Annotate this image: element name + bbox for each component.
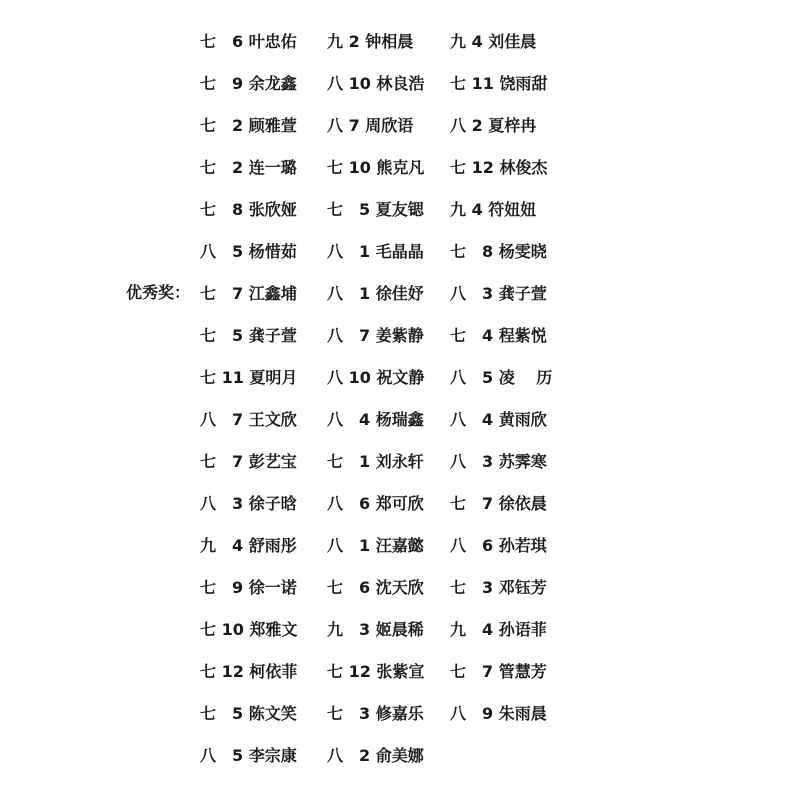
winner-entry: 七 2 连一璐 [200, 158, 297, 177]
winner-entry: 九 2 钟相晨 [327, 32, 414, 51]
winner-entry: 七 9 徐一诺 [200, 578, 297, 597]
winner-entry: 八 2 夏梓冉 [450, 116, 537, 135]
award-category-label: 优秀奖： [126, 283, 191, 302]
winner-entry: 九 4 舒雨彤 [200, 536, 297, 555]
winner-entry: 八 4 黄雨欣 [450, 410, 547, 429]
winner-entry: 七 7 徐依晨 [450, 494, 547, 513]
winner-entry: 七 7 江鑫埔 [200, 284, 297, 303]
winner-entry: 七 11 夏明月 [200, 368, 298, 387]
winner-entry: 七 2 顾雅萱 [200, 116, 297, 135]
winner-entry: 八 2 俞美娜 [327, 746, 424, 765]
winner-entry: 九 3 姬晨稀 [327, 620, 424, 639]
winner-entry: 八 3 龚子萱 [450, 284, 547, 303]
winner-entry: 七 12 张紫宣 [327, 662, 425, 681]
winner-entry: 七 5 陈文笑 [200, 704, 297, 723]
winner-entry: 七 9 余龙鑫 [200, 74, 297, 93]
winner-entry: 八 1 毛晶晶 [327, 242, 424, 261]
winner-entry: 八 1 徐佳妤 [327, 284, 424, 303]
winner-entry: 七 1 刘永轩 [327, 452, 424, 471]
winner-entry: 七 6 叶忠佑 [200, 32, 297, 51]
winner-entry: 七 10 郑雅文 [200, 620, 298, 639]
winner-entry: 七 7 管慧芳 [450, 662, 547, 681]
winner-entry: 八 6 孙若琪 [450, 536, 547, 555]
winner-entry: 七 7 彭艺宝 [200, 452, 297, 471]
winner-entry: 八 10 祝文静 [327, 368, 425, 387]
winner-entry: 八 4 杨瑞鑫 [327, 410, 424, 429]
winner-entry: 七 12 柯依菲 [200, 662, 298, 681]
winner-entry: 七 8 张欣娅 [200, 200, 297, 219]
winner-entry: 八 7 周欣语 [327, 116, 414, 135]
winner-entry: 八 9 朱雨晨 [450, 704, 547, 723]
winner-entry: 七 8 杨雯晓 [450, 242, 547, 261]
winner-entry: 八 5 凌 历 [450, 368, 553, 387]
winner-entry: 七 6 沈天欣 [327, 578, 424, 597]
winner-entry: 八 1 汪嘉懿 [327, 536, 424, 555]
winner-entry: 七 3 邓钰芳 [450, 578, 547, 597]
winner-entry: 八 3 徐子晗 [200, 494, 297, 513]
winner-entry: 八 6 郑可欣 [327, 494, 424, 513]
winner-entry: 九 4 孙语菲 [450, 620, 547, 639]
winner-entry: 七 3 修嘉乐 [327, 704, 424, 723]
winner-entry: 九 4 符妞妞 [450, 200, 537, 219]
winner-entry: 八 7 王文欣 [200, 410, 297, 429]
winner-entry: 八 10 林良浩 [327, 74, 425, 93]
winner-entry: 七 4 程紫悦 [450, 326, 547, 345]
winner-entry: 七 5 龚子萱 [200, 326, 297, 345]
winner-entry: 八 7 姜紫静 [327, 326, 424, 345]
winner-entry: 七 11 饶雨甜 [450, 74, 548, 93]
winner-entry: 七 10 熊克凡 [327, 158, 425, 177]
winner-entry: 九 4 刘佳晨 [450, 32, 537, 51]
winner-entry: 七 12 林俊杰 [450, 158, 548, 177]
winner-entry: 八 5 李宗康 [200, 746, 297, 765]
winner-entry: 八 5 杨惜茹 [200, 242, 297, 261]
winner-entry: 八 3 苏霁寒 [450, 452, 547, 471]
winner-entry: 七 5 夏友锶 [327, 200, 424, 219]
